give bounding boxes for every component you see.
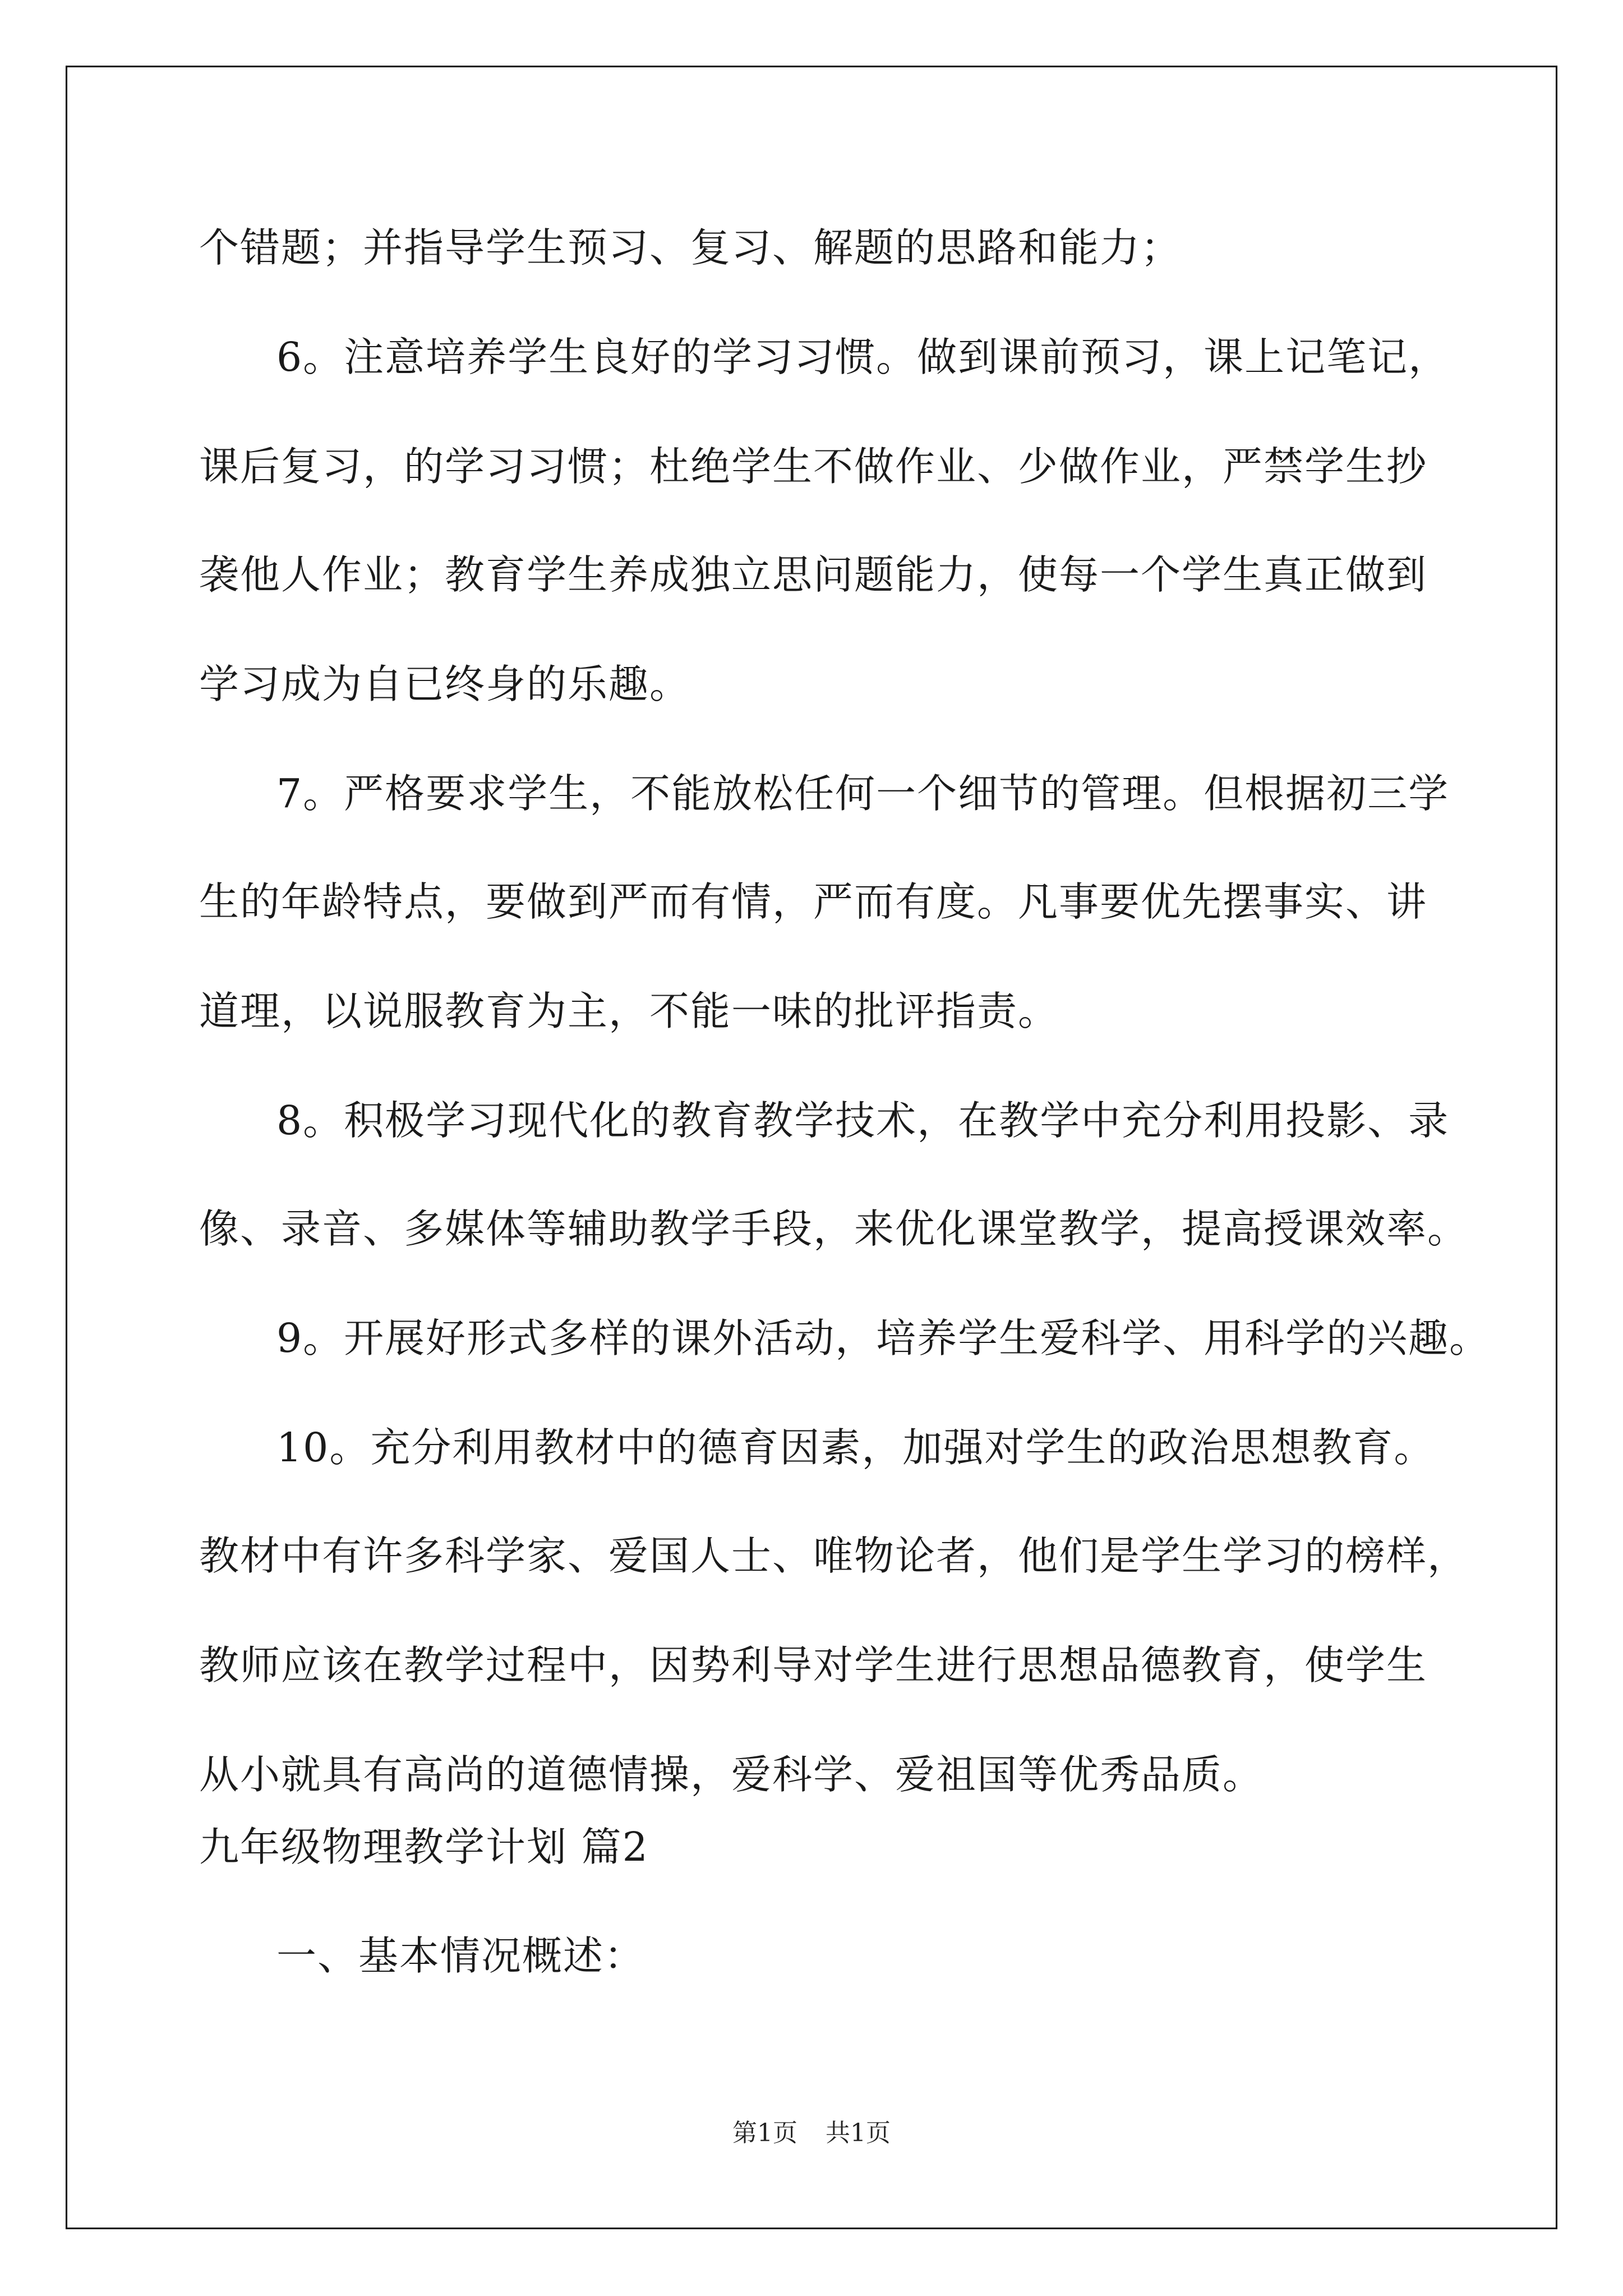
text-line-9: 8。积极学习现代化的教育教学技术，在教学中充分利用投影、录 — [276, 1097, 1450, 1144]
section-heading: 九年级物理教学计划 篇2 — [199, 1824, 649, 1870]
text-line-8: 道理，以说服教育为主，不能一味的批评指责。 — [199, 988, 1059, 1034]
text-line-11: 9。开展好形式多样的课外活动，培养学生爱科学、用科学的兴趣。 — [276, 1315, 1491, 1361]
text-line-2: 6。注意培养学生良好的学习习惯。做到课前预习，课上记笔记， — [276, 334, 1450, 380]
page-number-total: 共1页 — [826, 2119, 891, 2147]
page-footer — [0, 2116, 1623, 2150]
text-line-13: 教材中有许多科学家、爱国人士、唯物论者，他们是学生学习的榜样， — [199, 1533, 1469, 1579]
text-line-5: 学习成为自已终身的乐趣。 — [199, 661, 691, 707]
page-number-current: 第1页 — [732, 2119, 797, 2147]
text-line-10: 像、录音、多媒体等辅助教学手段，来优化课堂教学，提高授课效率。 — [199, 1205, 1469, 1252]
text-line-15: 从小就具有高尚的道德情操，爱科学、爱祖国等优秀品质。 — [199, 1751, 1264, 1798]
text-line-7: 生的年龄特点，要做到严而有情，严而有度。凡事要优先摆事实、讲 — [199, 878, 1428, 925]
subsection-heading: 一、基本情况概述： — [276, 1932, 645, 1979]
text-line-14: 教师应该在教学过程中，因势利导对学生进行思想品德教育，使学生 — [199, 1642, 1428, 1688]
text-line-3: 课后复习，的学习习惯；杜绝学生不做作业、少做作业，严禁学生抄 — [199, 443, 1428, 490]
text-line-1: 个错题；并指导学生预习、复习、解题的思路和能力； — [199, 224, 1182, 271]
text-line-12: 10。充分利用教材中的德育因素，加强对学生的政治思想教育。 — [276, 1424, 1435, 1471]
text-line-4: 袭他人作业；教育学生养成独立思问题能力，使每一个学生真正做到 — [199, 551, 1428, 598]
text-line-6: 7。严格要求学生，不能放松任何一个细节的管理。但根据初三学 — [276, 770, 1450, 817]
